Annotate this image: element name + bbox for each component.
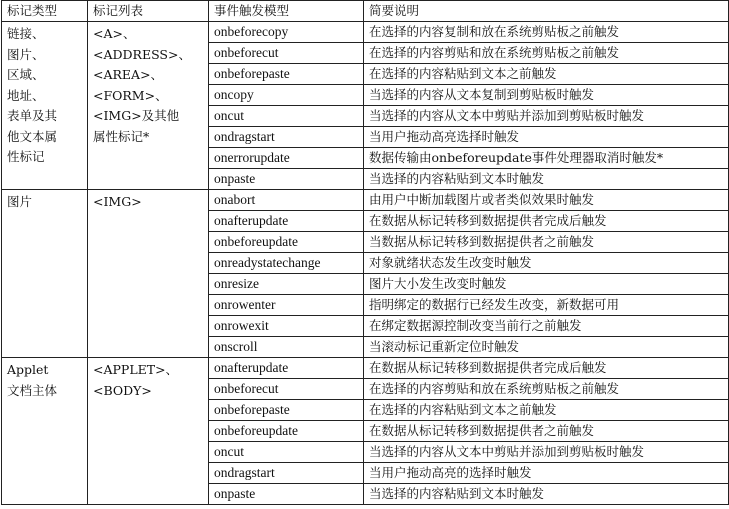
- description-cell: 在选择的内容剪贴和放在系统剪贴板之前触发: [364, 379, 729, 400]
- description-cell: 图片大小发生改变时触发: [364, 274, 729, 295]
- event-name-cell: onerrorupdate: [209, 148, 364, 169]
- description-cell: 在选择的内容复制和放在系统剪贴板之前触发: [364, 22, 729, 43]
- description-cell: 在数据从标记转移到数据提供者完成后触发: [364, 358, 729, 379]
- tag-line: <FORM>、: [93, 87, 168, 103]
- event-name-cell: onrowenter: [209, 295, 364, 316]
- event-name-cell: ondragstart: [209, 127, 364, 148]
- description-cell: 当选择的内容粘贴到文本时触发: [364, 169, 729, 190]
- description-cell: 当用户拖动高亮选择时触发: [364, 127, 729, 148]
- header-tags: 标记列表: [88, 1, 209, 22]
- event-name-cell: onbeforepaste: [209, 64, 364, 85]
- event-name-cell: ondragstart: [209, 463, 364, 484]
- description-cell: 在选择的内容剪贴和放在系统剪贴板之前触发: [364, 43, 729, 64]
- description-cell: 当选择的内容从文本中剪贴并添加到剪贴板时触发: [364, 442, 729, 463]
- table-body: [2, 22, 729, 505]
- event-name-cell: onbeforepaste: [209, 400, 364, 421]
- header-event: 事件触发模型: [209, 1, 364, 22]
- event-name-cell: onbeforeupdate: [209, 232, 364, 253]
- table-header-row: [2, 1, 729, 22]
- category-line: 图片、: [7, 46, 45, 62]
- description-cell: 数据传输由onbeforeupdate事件处理器取消时触发*: [364, 148, 729, 169]
- tag-list-cell: [88, 190, 209, 358]
- description-cell: 当滚动标记重新定位时触发: [364, 337, 729, 358]
- event-name-cell: onresize: [209, 274, 364, 295]
- tag-line: <IMG>: [93, 194, 142, 209]
- event-name-cell: onbeforeupdate: [209, 421, 364, 442]
- table-row: [2, 358, 729, 379]
- category-line: 链接、: [7, 26, 45, 41]
- event-name-cell: onbeforecut: [209, 43, 364, 64]
- event-name-cell: onbeforecopy: [209, 22, 364, 43]
- event-name-cell: onbeforecut: [209, 379, 364, 400]
- event-name-cell: oncut: [209, 106, 364, 127]
- category-line: 文档主体: [7, 382, 58, 398]
- category-cell: [2, 22, 88, 190]
- event-name-cell: onafterupdate: [209, 211, 364, 232]
- description-cell: 当用户拖动高亮的选择时触发: [364, 463, 729, 484]
- tag-list-cell: [88, 358, 209, 505]
- description-cell: 在数据从标记转移到数据提供者之前触发: [364, 421, 729, 442]
- tag-line: <A>、: [93, 26, 136, 41]
- description-cell: 在选择的内容粘贴到文本之前触发: [364, 400, 729, 421]
- event-name-cell: onpaste: [209, 169, 364, 190]
- table-row: [2, 22, 729, 43]
- description-cell: 对象就绪状态发生改变时触发: [364, 253, 729, 274]
- category-line: 性标记: [7, 149, 45, 164]
- category-line: 区域、: [7, 67, 45, 82]
- event-name-cell: onreadystatechange: [209, 253, 364, 274]
- event-name-cell: onrowexit: [209, 316, 364, 337]
- category-line: 表单及其: [7, 108, 58, 123]
- description-cell: 当选择的内容从文本复制到剪贴板时触发: [364, 85, 729, 106]
- category-line: 图片: [7, 194, 33, 209]
- category-cell: [2, 358, 88, 505]
- category-line: 他文本属: [7, 128, 58, 144]
- description-cell: 当数据从标记转移到数据提供者之前触发: [364, 232, 729, 253]
- description-cell: 在数据从标记转移到数据提供者完成后触发: [364, 211, 729, 232]
- tag-list-cell: [88, 22, 209, 190]
- description-cell: 在选择的内容粘贴到文本之前触发: [364, 64, 729, 85]
- tag-line: <ADDRESS>、: [93, 46, 191, 62]
- header-category: 标记类型: [2, 1, 88, 22]
- header-description: 简要说明: [364, 1, 729, 22]
- tag-line: <APPLET>、: [93, 362, 179, 377]
- event-name-cell: onpaste: [209, 484, 364, 505]
- category-cell: [2, 190, 88, 358]
- description-cell: 在绑定数据源控制改变当前行之前触发: [364, 316, 729, 337]
- event-table: [1, 0, 729, 505]
- tag-line: <BODY>: [93, 382, 152, 398]
- description-cell: 当选择的内容粘贴到文本时触发: [364, 484, 729, 505]
- event-name-cell: onscroll: [209, 337, 364, 358]
- event-name-cell: onabort: [209, 190, 364, 211]
- event-name-cell: onafterupdate: [209, 358, 364, 379]
- description-cell: 由用户中断加载图片或者类似效果时触发: [364, 190, 729, 211]
- table-row: [2, 190, 729, 211]
- event-name-cell: oncut: [209, 442, 364, 463]
- tag-line: <AREA>、: [93, 67, 164, 82]
- tag-line: 属性标记*: [93, 128, 150, 144]
- description-cell: 指明绑定的数据行已经发生改变，新数据可用: [364, 295, 729, 316]
- tag-line: <IMG>及其他: [93, 108, 180, 123]
- description-cell: 当选择的内容从文本中剪贴并添加到剪贴板时触发: [364, 106, 729, 127]
- category-line: 地址、: [7, 87, 45, 103]
- category-line: Applet: [7, 362, 49, 377]
- event-name-cell: oncopy: [209, 85, 364, 106]
